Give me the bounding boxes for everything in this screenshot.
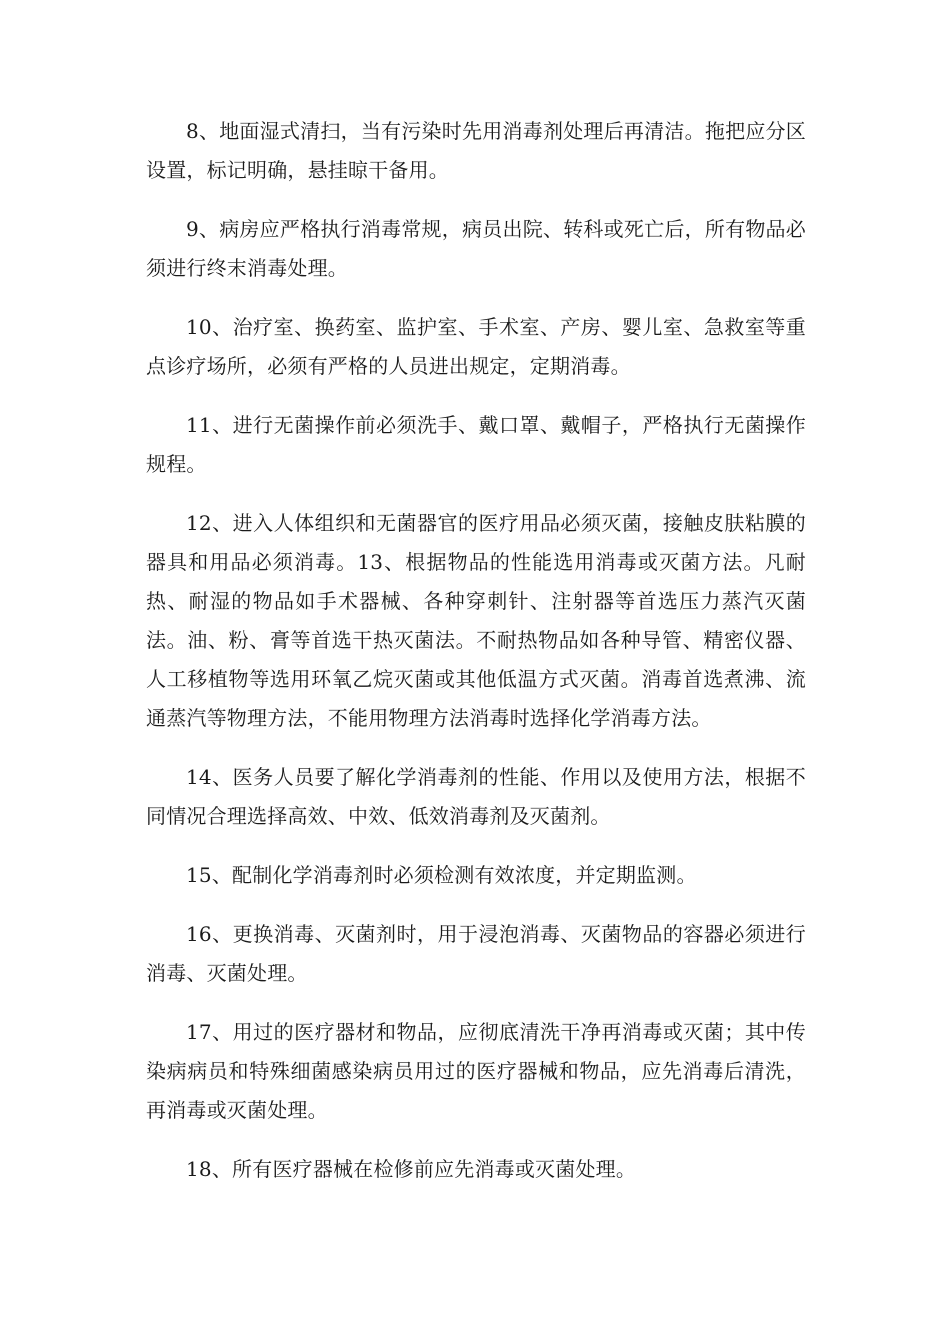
paragraph-14: 14、医务人员要了解化学消毒剂的性能、作用以及使用方法，根据不同情况合理选择高效、中效、低效消毒剂及灭菌剂。: [146, 765, 806, 828]
paragraph-16: 16、更换消毒、灭菌剂时，用于浸泡消毒、灭菌物品的容器必须进行消毒、灭菌处理。: [146, 922, 806, 985]
paragraph-17: 17、用过的医疗器材和物品，应彻底清洗干净再消毒或灭菌；其中传染病病员和特殊细菌感染病员用过的医疗器械和物品，应先消毒后清洗，再消毒或灭菌处理。: [146, 1020, 806, 1122]
paragraph-9: 9、病房应严格执行消毒常规，病员出院、转科或死亡后，所有物品必须进行终末消毒处理。: [146, 217, 806, 280]
paragraph-15: 15、配制化学消毒剂时必须检测有效浓度，并定期监测。: [186, 863, 697, 887]
document-body: [146, 112, 806, 1209]
paragraph-18: 18、所有医疗器械在检修前应先消毒或灭菌处理。: [186, 1157, 637, 1181]
paragraph-12-13: 12、进入人体组织和无菌器官的医疗用品必须灭菌，接触皮肤粘膜的器具和用品必须消毒。13、根据物品的性能选用消毒或灭菌方法。凡耐热、耐湿的物品如手术器械、各种穿刺针、注射器等首选压力蒸汽灭菌法。油、粉、膏等首选干热灭菌法。不耐热物品如各种导管、精密仪器、人工移植物等选用环氧乙烷灭菌或其他低温方式灭菌。消毒首选煮沸、流通蒸汽等物理方法，不能用物理方法消毒时选择化学消毒方法。: [146, 511, 806, 730]
paragraph-10: 10、治疗室、换药室、监护室、手术室、产房、婴儿室、急救室等重点诊疗场所，必须有严格的人员进出规定，定期消毒。: [146, 315, 806, 378]
paragraph-8: 8、地面湿式清扫，当有污染时先用消毒剂处理后再清洁。拖把应分区设置，标记明确，悬挂晾干备用。: [146, 119, 806, 182]
paragraph-11: 11、进行无菌操作前必须洗手、戴口罩、戴帽子，严格执行无菌操作规程。: [146, 413, 806, 476]
